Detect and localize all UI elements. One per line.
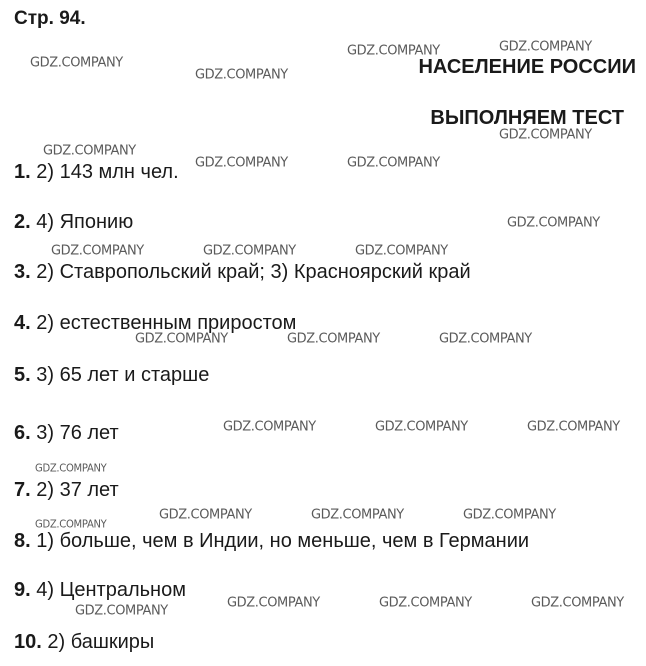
watermark: GDZ.COMPANY	[43, 143, 136, 159]
answer-text: 4) Центральном	[30, 579, 186, 601]
answer-item-6	[14, 422, 119, 445]
answer-item-8	[14, 530, 529, 553]
answer-item-1	[14, 161, 179, 184]
answer-item-5	[14, 364, 209, 387]
answer-item-10	[14, 631, 154, 654]
answer-text: 3) 76 лет	[30, 422, 119, 444]
answer-number: 5.	[14, 364, 31, 386]
watermark: GDZ.COMPANY	[287, 331, 380, 347]
watermark: GDZ.COMPANY	[311, 507, 404, 523]
section-subtitle: ВЫПОЛНЯЕМ ТЕСТ	[430, 107, 624, 129]
watermark: GDZ.COMPANY	[499, 127, 592, 143]
answer-item-7	[14, 479, 119, 502]
answer-text: 3) 65 лет и старше	[30, 364, 210, 386]
answer-item-9	[14, 579, 186, 602]
watermark: GDZ.COMPANY	[507, 215, 600, 231]
watermark: GDZ.COMPANY	[195, 155, 288, 171]
answer-text: 4) Японию	[30, 211, 134, 233]
page-title: НАСЕЛЕНИЕ РОССИИ	[418, 56, 636, 78]
answer-text: 2) 143 млн чел.	[30, 161, 179, 183]
answer-number: 4.	[14, 312, 31, 334]
watermark: GDZ.COMPANY	[51, 243, 144, 259]
watermark: GDZ.COMPANY	[195, 67, 288, 83]
answer-text: 2) естественным приростом	[30, 312, 297, 334]
answer-text: 2) 37 лет	[30, 479, 119, 501]
answer-item-3	[14, 261, 471, 284]
answer-item-2	[14, 211, 133, 234]
answer-number: 1.	[14, 161, 31, 183]
watermark: GDZ.COMPANY	[35, 463, 107, 475]
watermark: GDZ.COMPANY	[499, 39, 592, 55]
answer-text: 1) больше, чем в Индии, но меньше, чем в Германии	[30, 530, 530, 552]
watermark: GDZ.COMPANY	[463, 507, 556, 523]
page-label: Стр. 94.	[14, 8, 86, 29]
answer-number: 10.	[14, 631, 42, 653]
answer-number: 8.	[14, 530, 31, 552]
watermark: GDZ.COMPANY	[35, 519, 107, 531]
watermark: GDZ.COMPANY	[75, 603, 168, 619]
watermark: GDZ.COMPANY	[527, 419, 620, 435]
answer-text: 2) башкиры	[41, 631, 155, 653]
watermark: GDZ.COMPANY	[223, 419, 316, 435]
watermark: GDZ.COMPANY	[135, 331, 228, 347]
watermark: GDZ.COMPANY	[531, 595, 624, 611]
watermark: GDZ.COMPANY	[227, 595, 320, 611]
watermark: GDZ.COMPANY	[439, 331, 532, 347]
answer-number: 7.	[14, 479, 31, 501]
answer-text: 2) Ставропольский край; 3) Красноярский край	[30, 261, 471, 283]
answer-number: 2.	[14, 211, 31, 233]
watermark: GDZ.COMPANY	[379, 595, 472, 611]
watermark: GDZ.COMPANY	[347, 43, 440, 59]
watermark: GDZ.COMPANY	[375, 419, 468, 435]
watermark: GDZ.COMPANY	[159, 507, 252, 523]
watermark: GDZ.COMPANY	[30, 55, 123, 71]
watermark: GDZ.COMPANY	[347, 155, 440, 171]
answer-number: 9.	[14, 579, 31, 601]
watermark: GDZ.COMPANY	[203, 243, 296, 259]
answer-number: 3.	[14, 261, 31, 283]
answer-number: 6.	[14, 422, 31, 444]
watermark: GDZ.COMPANY	[355, 243, 448, 259]
